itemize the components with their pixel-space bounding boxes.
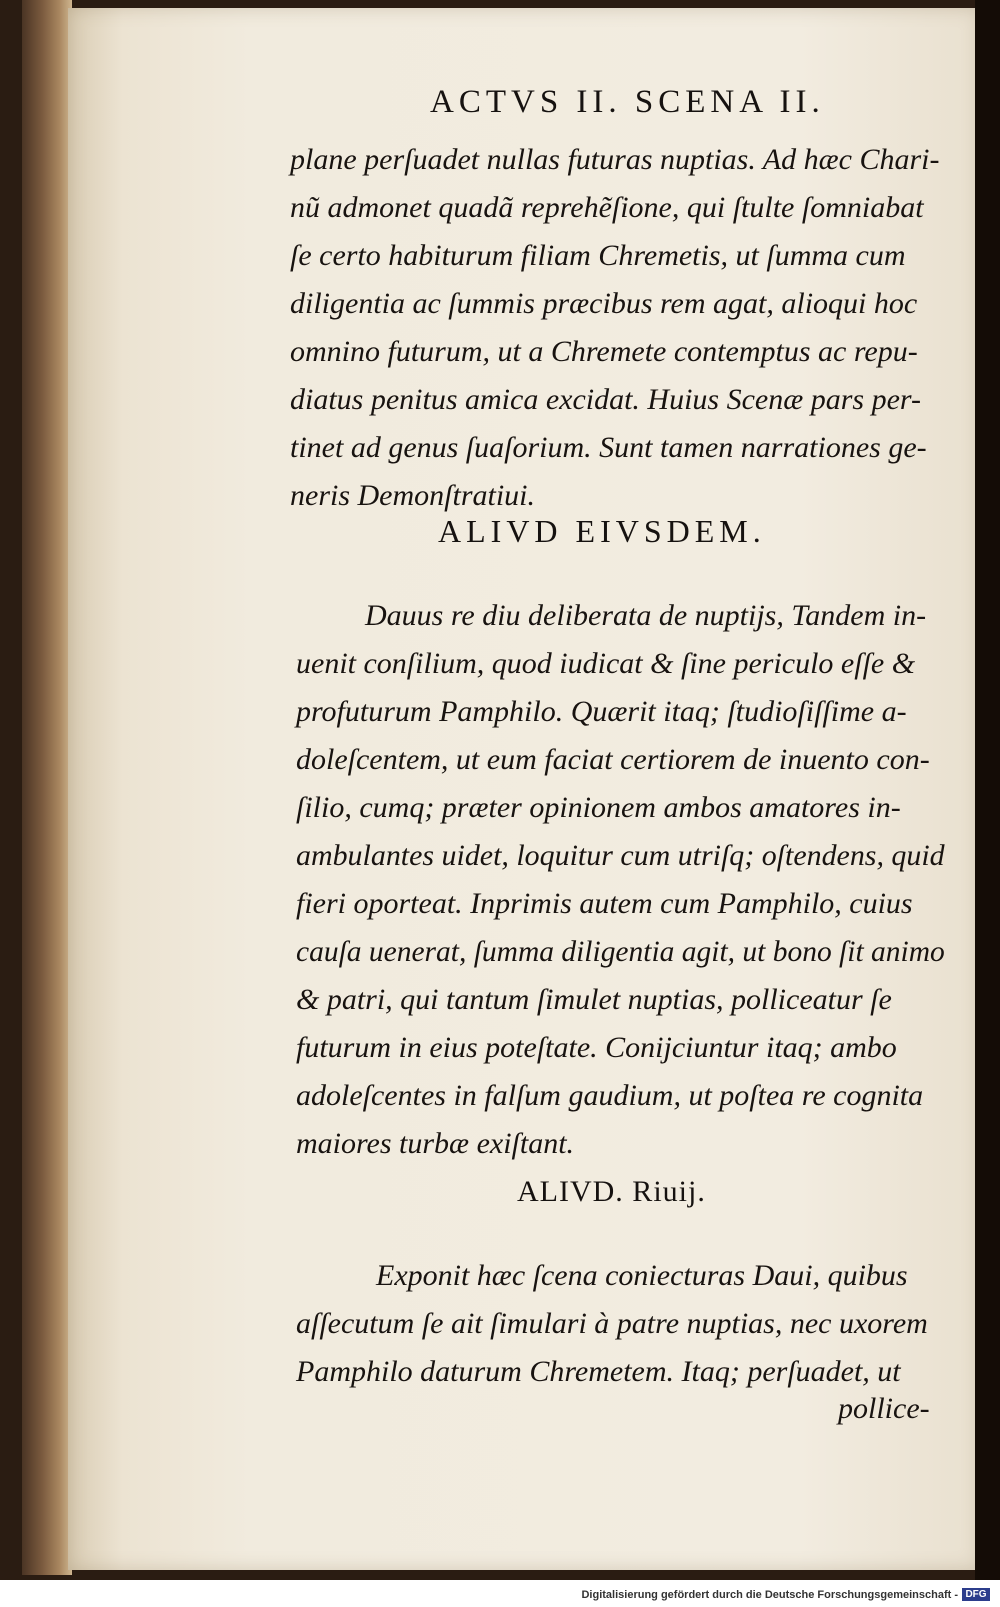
- text-line: uenit conſilium, quod iudicat & ſine periculo eſſe &: [296, 647, 916, 680]
- text-line: ſilio, cumq; præter opinionem ambos amatores in-: [296, 791, 901, 824]
- text-line: doleſcentem, ut eum faciat certiorem de inuento con-: [296, 743, 930, 776]
- footer-credit: Digitalisierung gefördert durch die Deutsche Forschungsgemeinschaft -: [581, 1589, 958, 1601]
- text-line: futurum in eius poteſtate. Conijciuntur itaq; ambo: [296, 1031, 897, 1064]
- text-line: nũ admonet quadã reprehẽſione, qui ſtulte ſomniabat: [290, 191, 924, 224]
- text-line: adoleſcentes in falſum gaudium, ut poſtea re cognita: [296, 1079, 924, 1112]
- text-line: Dauus re diu deliberata de nuptijs, Tandem in-: [365, 599, 927, 632]
- text-line: fieri oporteat. Inprimis autem cum Pamphilo, cuius: [296, 887, 913, 920]
- text-line: tinet ad genus ſuaſorium. Sunt tamen narrationes ge-: [290, 431, 927, 464]
- text-line: maiores turbæ exiſtant.: [296, 1127, 575, 1160]
- text-line: profuturum Pamphilo. Quærit itaq; ſtudioſiſſime a-: [296, 695, 907, 728]
- text-line: aſſecutum ſe ait ſimulari à patre nuptias, nec uxorem: [296, 1307, 928, 1340]
- running-head: ACTVS II. SCENA II.: [430, 84, 825, 120]
- dfg-logo-icon: DFG: [962, 1588, 990, 1601]
- section-heading: ALIVD EIVSDEM.: [438, 513, 766, 549]
- book-spine-edge: [22, 0, 72, 1575]
- text-line: neris Demonſtratiui.: [290, 479, 535, 512]
- text-line: omnino futurum, ut a Chremete contemptus ac repu-: [290, 335, 918, 368]
- text-line: & patri, qui tantum ſimulet nuptias, polliceatur ſe: [296, 983, 892, 1016]
- text-line: Pamphilo daturum Chremetem. Itaq; perſuadet, ut: [296, 1355, 901, 1388]
- catchword: pollice-: [838, 1392, 930, 1425]
- text-line: diligentia ac ſummis præcibus rem agat, alioqui hoc: [290, 287, 918, 320]
- text-line: diatus penitus amica excidat. Huius Scenæ pars per-: [290, 383, 921, 416]
- text-line: plane perſuadet nullas futuras nuptias. Ad hæc Chari-: [290, 143, 940, 176]
- section-heading: ALIVD. Riuij.: [517, 1175, 706, 1208]
- text-line: ambulantes uidet, loquitur cum utriſq; oſtendens, quid: [296, 839, 945, 872]
- text-line: cauſa uenerat, ſumma diligentia agit, ut bono ſit animo: [296, 935, 945, 968]
- text-line: ſe certo habiturum filiam Chremetis, ut ſumma cum: [290, 239, 906, 272]
- text-line: Exponit hæc ſcena coniecturas Daui, quibus: [376, 1259, 908, 1292]
- page-right-edge: [975, 0, 1000, 1580]
